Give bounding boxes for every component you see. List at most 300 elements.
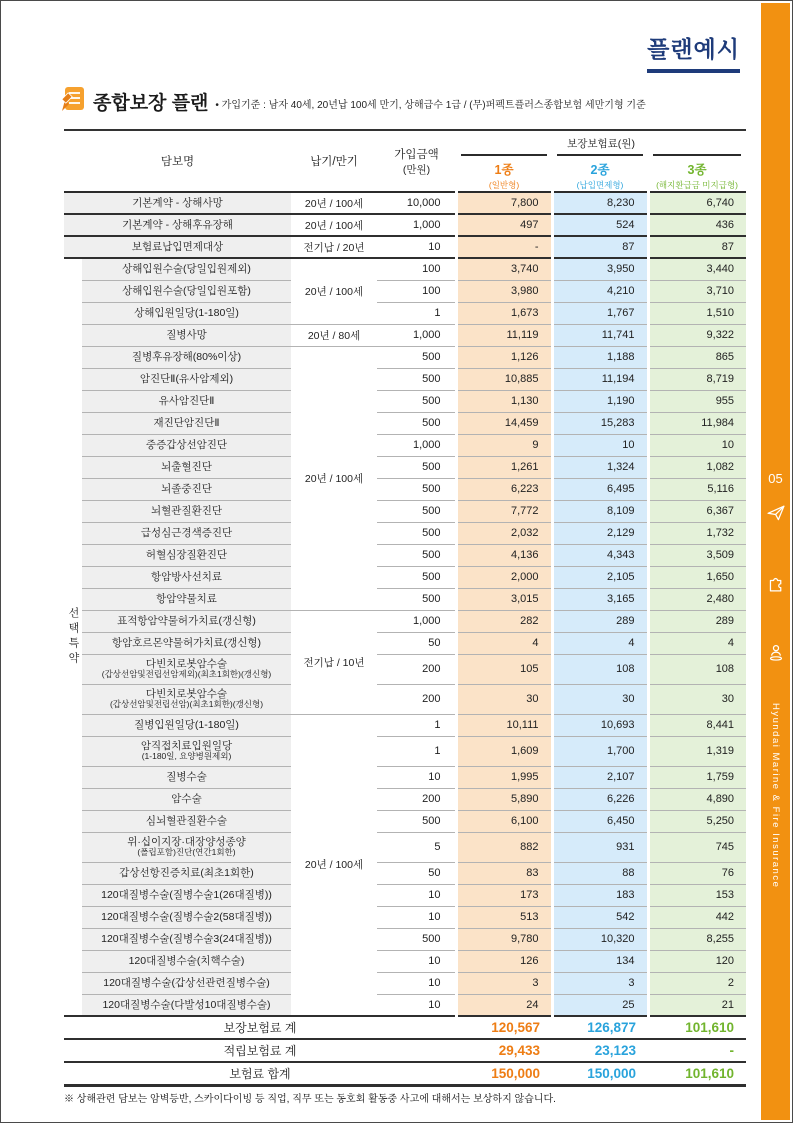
header-amount-line2: (만원) [402, 163, 431, 176]
premium-cell: 10,111 [456, 714, 552, 736]
premium-cell: 88 [552, 862, 648, 884]
premium-cell: 126 [456, 950, 552, 972]
amount-cell: 1,000 [377, 214, 456, 236]
premium-cell: 8,230 [552, 192, 648, 214]
premium-cell: 173 [456, 884, 552, 906]
header-coverage: 담보명 [64, 130, 291, 192]
table-row [64, 788, 746, 810]
amount-cell: 50 [377, 632, 456, 654]
premium-cell: 134 [552, 950, 648, 972]
coverage-name-cell [82, 544, 291, 566]
premium-cell: 513 [456, 906, 552, 928]
table-row [64, 236, 746, 258]
section-label-cell: 선택특약 [64, 258, 82, 1016]
premium-cell: 8,255 [648, 928, 746, 950]
coverage-name-cell [82, 884, 291, 906]
coverage-name: 항암호르몬약물허가치료(갱신형) [112, 636, 261, 649]
premium-cell: 497 [456, 214, 552, 236]
premium-cell: 25 [552, 994, 648, 1016]
amount-cell: 5 [377, 832, 456, 862]
coverage-name-cell [82, 280, 291, 302]
coverage-name-detail: (폴립포함)진단(연간1회한) [137, 847, 236, 858]
table-row [64, 632, 746, 654]
premium-cell: 4,210 [552, 280, 648, 302]
coverage-name-cell [82, 412, 291, 434]
plan-header-2 [552, 154, 648, 192]
plan-subtitle: (해지환급금 미지급형) [656, 180, 738, 190]
premium-cell: 9 [456, 434, 552, 456]
amount-cell: 500 [377, 928, 456, 950]
premium-cell: 745 [648, 832, 746, 862]
coverage-name: 허혈심장질환진단 [145, 548, 228, 561]
plan-header-1 [456, 154, 552, 192]
table-row [64, 972, 746, 994]
premium-cell: 1,130 [456, 390, 552, 412]
coverage-name-cell [82, 788, 291, 810]
total-value-cell: 120,567 [456, 1016, 552, 1039]
premium-cell: 442 [648, 906, 746, 928]
coverage-name-cell [82, 588, 291, 610]
amount-cell: 500 [377, 390, 456, 412]
coverage-name-cell [82, 566, 291, 588]
premium-cell: 8,109 [552, 500, 648, 522]
table-row [64, 950, 746, 972]
coverage-name: 심뇌혈관질환수술 [145, 814, 228, 827]
premium-cell: 3,440 [648, 258, 746, 280]
premium-cell: 1,324 [552, 456, 648, 478]
premium-cell: 282 [456, 610, 552, 632]
term-cell: 20년 / 80세 [291, 324, 377, 346]
amount-cell: 500 [377, 368, 456, 390]
amount-cell: 1 [377, 714, 456, 736]
premium-cell: 2,105 [552, 566, 648, 588]
table-row [64, 500, 746, 522]
table-row [64, 302, 746, 324]
coverage-name-cell [82, 736, 291, 766]
premium-cell: 108 [552, 654, 648, 684]
amount-cell: 10 [377, 236, 456, 258]
premium-cell: 2,000 [456, 566, 552, 588]
premium-cell: 4 [648, 632, 746, 654]
header-amount [377, 130, 456, 192]
coverage-name-cell [82, 862, 291, 884]
coverage-name-cell [82, 928, 291, 950]
amount-cell: 500 [377, 588, 456, 610]
premium-cell: 2,107 [552, 766, 648, 788]
amount-cell: 500 [377, 478, 456, 500]
amount-cell: 1,000 [377, 324, 456, 346]
term-cell: 20년 / 100세 [291, 258, 377, 324]
premium-cell: 6,367 [648, 500, 746, 522]
premium-cell: 9,780 [456, 928, 552, 950]
table-row [64, 862, 746, 884]
table-row [64, 192, 746, 214]
coverage-name: 중증갑상선암진단 [145, 438, 228, 451]
premium-cell: 6,223 [456, 478, 552, 500]
table-row [64, 810, 746, 832]
table-row [64, 736, 746, 766]
premium-cell: 865 [648, 346, 746, 368]
premium-cell: 3,980 [456, 280, 552, 302]
amount-cell: 10 [377, 972, 456, 994]
side-bar [761, 3, 790, 1120]
premium-cell: 955 [648, 390, 746, 412]
premium-cell: 1,510 [648, 302, 746, 324]
coverage-name: 상해입원수술(당일입원제외) [122, 263, 251, 276]
premium-cell: 11,194 [552, 368, 648, 390]
amount-cell: 100 [377, 280, 456, 302]
premium-cell: 931 [552, 832, 648, 862]
coverage-name: 120대질병수술(갑상선관련질병수술) [103, 976, 270, 989]
table-row [64, 434, 746, 456]
amount-cell: 1 [377, 736, 456, 766]
page-title: 플랜예시 [647, 31, 740, 73]
total-row [64, 1016, 746, 1039]
premium-cell: 882 [456, 832, 552, 862]
table-row [64, 684, 746, 714]
premium-cell: 5,116 [648, 478, 746, 500]
table-row [64, 390, 746, 412]
coverage-name-detail: (1-180일, 요양병원제외) [141, 751, 232, 762]
premium-cell: 3,015 [456, 588, 552, 610]
coverage-name-cell [82, 906, 291, 928]
coverage-name-cell [82, 972, 291, 994]
table-row [64, 522, 746, 544]
table-row [64, 544, 746, 566]
premium-cell: 2,129 [552, 522, 648, 544]
total-value-cell: 23,123 [552, 1039, 648, 1062]
term-cell: 20년 / 100세 [291, 214, 377, 236]
premium-cell: 87 [648, 236, 746, 258]
coverage-name: 위·십이지장·대장양성종양 [127, 836, 246, 849]
total-value-cell: 101,610 [648, 1062, 746, 1085]
premium-cell: 15,283 [552, 412, 648, 434]
amount-cell: 10 [377, 994, 456, 1016]
coverage-name: 표적항암약물허가치료(갱신형) [117, 614, 256, 627]
coverage-name-cell: 보험료납입면제대상 [64, 236, 291, 258]
premium-cell: 11,984 [648, 412, 746, 434]
amount-cell: 10 [377, 950, 456, 972]
coverage-name: 120대질병수술(다발성10대질병수술) [102, 998, 271, 1011]
table-row [64, 884, 746, 906]
coverage-name: 질병후유장해(80%이상) [131, 350, 242, 363]
total-label-cell: 보험료 합계 [64, 1062, 456, 1085]
amount-cell: 200 [377, 684, 456, 714]
premium-cell: 153 [648, 884, 746, 906]
plan-header-segment [461, 154, 547, 191]
amount-cell: 1,000 [377, 434, 456, 456]
total-value-cell: 150,000 [456, 1062, 552, 1085]
coverage-name: 뇌혈관질환진단 [151, 504, 223, 517]
table-row [64, 478, 746, 500]
coverage-name: 암진단Ⅱ(유사암제외) [139, 372, 234, 385]
premium-cell: 4,136 [456, 544, 552, 566]
coverage-name-cell [82, 302, 291, 324]
coverage-name: 유사암진단Ⅱ [158, 394, 215, 407]
term-cell: 전기납 / 10년 [291, 610, 377, 714]
coverage-name-cell [82, 766, 291, 788]
plan-name: 1종 [494, 163, 514, 177]
total-label-cell: 적립보험료 계 [64, 1039, 456, 1062]
premium-cell: 30 [552, 684, 648, 714]
premium-cell: 76 [648, 862, 746, 884]
premium-cell: 11,119 [456, 324, 552, 346]
coverage-name-cell [82, 258, 291, 280]
premium-cell: 289 [648, 610, 746, 632]
premium-cell: 2,032 [456, 522, 552, 544]
amount-cell: 500 [377, 500, 456, 522]
coverage-name-cell [82, 478, 291, 500]
amount-cell: 10 [377, 884, 456, 906]
coverage-name: 암수술 [171, 792, 202, 805]
amount-cell: 500 [377, 346, 456, 368]
plan-table [64, 129, 746, 1087]
plan-header-segment [653, 154, 741, 191]
coverage-name: 암직접치료입원일당 [140, 740, 233, 753]
coverage-name: 다빈치로봇암수술 [145, 658, 228, 671]
table-row [64, 368, 746, 390]
total-value-cell: 150,000 [552, 1062, 648, 1085]
table-row [64, 654, 746, 684]
premium-cell: 21 [648, 994, 746, 1016]
premium-cell: 1,759 [648, 766, 746, 788]
table-row [64, 214, 746, 236]
premium-cell: 120 [648, 950, 746, 972]
coverage-name: 120대질병수술(치핵수술) [128, 954, 245, 967]
coverage-name: 질병수술 [166, 770, 207, 783]
coverage-name: 급성심근경색증진단 [140, 526, 233, 539]
premium-cell: 542 [552, 906, 648, 928]
premium-cell: 9,322 [648, 324, 746, 346]
premium-cell: 83 [456, 862, 552, 884]
premium-cell: 1,190 [552, 390, 648, 412]
table-header [64, 130, 746, 192]
premium-cell: 3,165 [552, 588, 648, 610]
coverage-name: 질병입원일당(1-180일) [134, 718, 239, 731]
premium-cell: 11,741 [552, 324, 648, 346]
table-row [64, 832, 746, 862]
coverage-name: 120대질병수술(질병수술2(58대질병)) [101, 910, 272, 923]
header-amount-line1: 가입금액 [394, 148, 439, 161]
premium-cell: 6,450 [552, 810, 648, 832]
amount-cell: 500 [377, 412, 456, 434]
coverage-name-cell [82, 632, 291, 654]
plan-name: 2종 [590, 163, 610, 177]
premium-cell: 87 [552, 236, 648, 258]
coverage-name: 갑상선항진증치료(최초1회한) [119, 866, 254, 879]
premium-cell: 3,710 [648, 280, 746, 302]
coverage-name: 120대질병수술(질병수술3(24대질병)) [101, 932, 272, 945]
premium-cell: 4,343 [552, 544, 648, 566]
document-pencil-icon [59, 85, 87, 113]
total-row [64, 1039, 746, 1062]
brand-text: Hyundai Marine & Fire Insurance [770, 703, 781, 889]
coverage-name: 상해입원수술(당일입원포함) [122, 284, 251, 297]
premium-cell: 6,100 [456, 810, 552, 832]
premium-cell: 4 [456, 632, 552, 654]
coverage-name-cell [82, 434, 291, 456]
premium-cell: 108 [648, 654, 746, 684]
premium-cell: 3,509 [648, 544, 746, 566]
premium-cell: 10,693 [552, 714, 648, 736]
premium-cell: 3 [456, 972, 552, 994]
coverage-name: 다빈치로봇암수술 [145, 688, 228, 701]
coverage-name: 뇌졸중진단 [161, 482, 212, 495]
amount-cell: 1 [377, 302, 456, 324]
premium-cell: 6,740 [648, 192, 746, 214]
coverage-name-cell [82, 810, 291, 832]
amount-cell: 50 [377, 862, 456, 884]
premium-cell: 1,732 [648, 522, 746, 544]
table-row [64, 456, 746, 478]
page-number: 05 [768, 471, 783, 486]
coverage-name-cell [82, 324, 291, 346]
table-row [64, 714, 746, 736]
coverage-name-cell [82, 714, 291, 736]
table-row [64, 994, 746, 1016]
total-value-cell: 101,610 [648, 1016, 746, 1039]
amount-cell: 500 [377, 544, 456, 566]
amount-cell: 10,000 [377, 192, 456, 214]
coverage-name-cell [82, 368, 291, 390]
table-row [64, 588, 746, 610]
table-row [64, 610, 746, 632]
premium-cell: 1,650 [648, 566, 746, 588]
coverage-name-detail: (갑상선암및전립선암제외)(최초1회한)(갱신형) [101, 669, 272, 680]
amount-cell: 500 [377, 456, 456, 478]
table-row [64, 412, 746, 434]
coverage-name-cell [82, 456, 291, 478]
person-icon [766, 643, 785, 662]
term-cell: 20년 / 100세 [291, 714, 377, 1016]
total-row [64, 1062, 746, 1085]
plan-subtitle: (납입면제형) [576, 180, 624, 190]
amount-cell: 100 [377, 258, 456, 280]
header-term: 납기/만기 [291, 130, 377, 192]
coverage-name-cell [82, 500, 291, 522]
premium-cell: 6,495 [552, 478, 648, 500]
term-cell: 20년 / 100세 [291, 346, 377, 610]
premium-cell: 10,320 [552, 928, 648, 950]
coverage-name-detail: (갑상선암및전립선암)(최초1회한)(갱신형) [109, 699, 264, 710]
coverage-name-cell [82, 610, 291, 632]
coverage-name-cell: 기본계약 - 상해후유장해 [64, 214, 291, 236]
amount-cell: 200 [377, 654, 456, 684]
table-row [64, 324, 746, 346]
premium-cell: 1,126 [456, 346, 552, 368]
coverage-name-cell [82, 654, 291, 684]
premium-cell: 2 [648, 972, 746, 994]
premium-cell: 10 [552, 434, 648, 456]
section-title: 종합보장 플랜 [93, 93, 209, 114]
amount-cell: 200 [377, 788, 456, 810]
coverage-name-cell [82, 346, 291, 368]
premium-cell: 1,082 [648, 456, 746, 478]
premium-cell: 3 [552, 972, 648, 994]
premium-cell: 30 [648, 684, 746, 714]
premium-cell: 8,441 [648, 714, 746, 736]
premium-cell: 3,740 [456, 258, 552, 280]
footnote: ※ 상해관련 담보는 암벽등반, 스카이다이빙 등 직업, 직무 또는 동호회 활동중 사고에 대해서는 보상하지 않습니다. [64, 1094, 556, 1105]
premium-cell: 5,250 [648, 810, 746, 832]
premium-cell: 14,459 [456, 412, 552, 434]
plan-name: 3종 [687, 163, 707, 177]
coverage-name-cell: 기본계약 - 상해사망 [64, 192, 291, 214]
plan-header-3 [648, 154, 746, 192]
table-row [64, 928, 746, 950]
section-heading [59, 85, 749, 113]
premium-cell: 183 [552, 884, 648, 906]
coverage-name: 항암방사선치료 [151, 570, 223, 583]
table-row [64, 906, 746, 928]
coverage-name-cell [82, 522, 291, 544]
premium-cell: 4 [552, 632, 648, 654]
amount-cell: 10 [377, 906, 456, 928]
plan-subtitle: (일반형) [488, 180, 520, 190]
coverage-name: 항암약물치료 [156, 592, 217, 605]
total-value-cell: 126,877 [552, 1016, 648, 1039]
amount-cell: 500 [377, 522, 456, 544]
coverage-name-cell [82, 950, 291, 972]
premium-cell: 1,995 [456, 766, 552, 788]
premium-cell: 1,609 [456, 736, 552, 766]
premium-cell: 6,226 [552, 788, 648, 810]
term-cell: 전기납 / 20년 [291, 236, 377, 258]
premium-cell: 5,890 [456, 788, 552, 810]
term-cell: 20년 / 100세 [291, 192, 377, 214]
coverage-name: 재진단암진단Ⅱ [153, 416, 220, 429]
premium-cell: 24 [456, 994, 552, 1016]
premium-cell: 7,800 [456, 192, 552, 214]
amount-cell: 500 [377, 566, 456, 588]
total-value-cell: - [648, 1039, 746, 1062]
premium-cell: 1,767 [552, 302, 648, 324]
coverage-name-cell [82, 684, 291, 714]
amount-cell: 10 [377, 766, 456, 788]
premium-cell: 2,480 [648, 588, 746, 610]
paper-plane-icon [766, 503, 785, 522]
premium-cell: 1,700 [552, 736, 648, 766]
premium-cell: 105 [456, 654, 552, 684]
premium-cell: 30 [456, 684, 552, 714]
table-row [64, 566, 746, 588]
premium-cell: 1,319 [648, 736, 746, 766]
premium-cell: - [456, 236, 552, 258]
coverage-name: 120대질병수술(질병수술1(26대질병)) [101, 888, 272, 901]
premium-cell: 8,719 [648, 368, 746, 390]
premium-cell: 3,950 [552, 258, 648, 280]
total-label-cell: 보장보험료 계 [64, 1016, 456, 1039]
header-premium-group: 보장보험료(원) [567, 138, 635, 150]
coverage-name-cell [82, 994, 291, 1016]
premium-cell: 436 [648, 214, 746, 236]
premium-cell: 1,261 [456, 456, 552, 478]
premium-cell: 1,673 [456, 302, 552, 324]
coverage-name: 질병사망 [166, 328, 207, 341]
plan-header-segment [557, 154, 643, 191]
puzzle-icon [766, 575, 785, 594]
premium-cell: 524 [552, 214, 648, 236]
total-value-cell: 29,433 [456, 1039, 552, 1062]
premium-cell: 7,772 [456, 500, 552, 522]
premium-cell: 289 [552, 610, 648, 632]
amount-cell: 500 [377, 810, 456, 832]
section-subtitle: • 가입기준 : 남자 40세, 20년납 100세 만기, 상해급수 1급 / (무)퍼펙트플러스종합보험 세만기형 기준 [215, 100, 646, 111]
table-row [64, 258, 746, 280]
premium-cell: 10 [648, 434, 746, 456]
coverage-name: 상해입원일당(1-180일) [134, 306, 239, 319]
premium-cell: 1,188 [552, 346, 648, 368]
